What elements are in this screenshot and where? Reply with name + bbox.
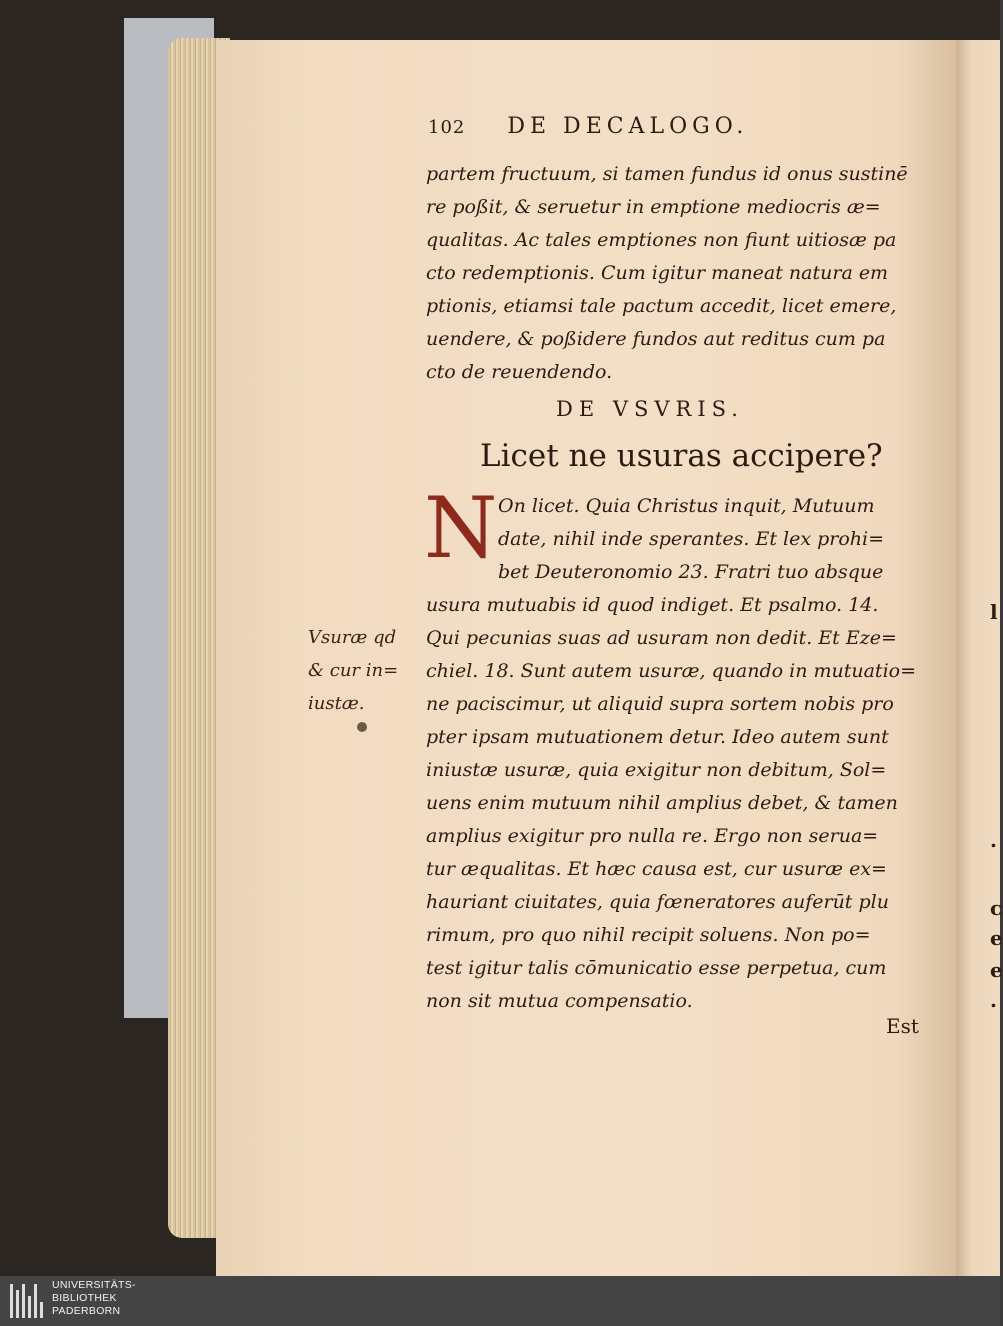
text-line: non sit mutua compensatio. xyxy=(426,990,693,1012)
text-line: re poßit, & seruetur in emptione mediocris æ= xyxy=(426,196,881,218)
running-title: DE DECALOGO. xyxy=(507,114,749,139)
book-page xyxy=(216,40,956,1276)
library-name-line: BIBLIOTHEK xyxy=(52,1292,117,1304)
library-name-line: UNIVERSITÄTS- xyxy=(52,1279,136,1291)
text-line: uendere, & poßidere fundos aut reditus cum pa xyxy=(426,328,886,350)
text-line: pter ipsam mutuationem detur. Ideo autem sunt xyxy=(426,726,889,748)
facing-page-edge xyxy=(956,40,1003,1276)
text-line: tur æqualitas. Et hæc causa est, cur usuræ ex= xyxy=(426,858,887,880)
text-line: hauriant ciuitates, quia fœneratores auferūt plu xyxy=(426,891,889,913)
text-line: usura mutuabis id quod indiget. Et psalmo. 14. xyxy=(426,594,879,616)
text-line: Qui pecunias suas ad usuram non dedit. Et Eze= xyxy=(426,627,897,649)
facing-page-fragment: e xyxy=(990,958,1003,982)
facing-page-fragment: . xyxy=(990,828,997,852)
question-heading: Licet ne usuras accipere? xyxy=(480,438,883,474)
marginal-note-line: iustæ. xyxy=(308,693,365,714)
text-line: cto de reuendendo. xyxy=(426,361,613,383)
text-line: date, nihil inde sperantes. Et lex prohi= xyxy=(498,528,885,550)
catchword: Est xyxy=(886,1014,919,1038)
text-line: amplius exigitur pro nulla re. Ergo non serua= xyxy=(426,825,879,847)
marginal-note-line: & cur in= xyxy=(308,660,399,681)
page-number: 102 xyxy=(428,117,466,138)
library-name-line: PADERBORN xyxy=(52,1305,121,1317)
text-line: ptionis, etiamsi tale pactum accedit, licet emere, xyxy=(426,295,897,317)
text-line: chiel. 18. Sunt autem usuræ, quando in mutuatio= xyxy=(426,660,917,682)
text-line: test igitur talis cōmunicatio esse perpetua, cum xyxy=(426,957,887,979)
text-line: On licet. Quia Christus inquit, Mutuum xyxy=(498,495,875,517)
text-line: uens enim mutuum nihil amplius debet, & tamen xyxy=(426,792,898,814)
text-line: ne paciscimur, ut aliquid supra sortem nobis pro xyxy=(426,693,894,715)
library-logo-icon xyxy=(10,1284,46,1318)
paper-spot xyxy=(357,722,367,732)
text-line: cto redemptionis. Cum igitur maneat natura em xyxy=(426,262,889,284)
section-heading: DE VSVRIS. xyxy=(556,397,744,421)
text-line: partem fructuum, si tamen fundus id onus sustinē xyxy=(426,163,908,185)
text-line: bet Deuteronomio 23. Fratri tuo absque xyxy=(498,561,884,583)
marginal-note-line: Vsuræ qd xyxy=(308,627,397,648)
facing-page-fragment: l xyxy=(990,600,998,624)
text-line: qualitas. Ac tales emptiones non fiunt uitiosæ pa xyxy=(426,229,897,251)
facing-page-fragment: c xyxy=(990,896,1003,920)
running-head xyxy=(428,114,848,139)
library-name xyxy=(52,1279,136,1318)
library-footer xyxy=(0,1276,1000,1326)
drop-initial: N xyxy=(424,479,498,577)
text-line: rimum, pro quo nihil recipit soluens. Non po= xyxy=(426,924,871,946)
facing-page-fragment: . xyxy=(990,988,997,1012)
facing-page-fragment: e xyxy=(990,926,1003,950)
text-line: iniustæ usuræ, quia exigitur non debitum, Sol= xyxy=(426,759,887,781)
